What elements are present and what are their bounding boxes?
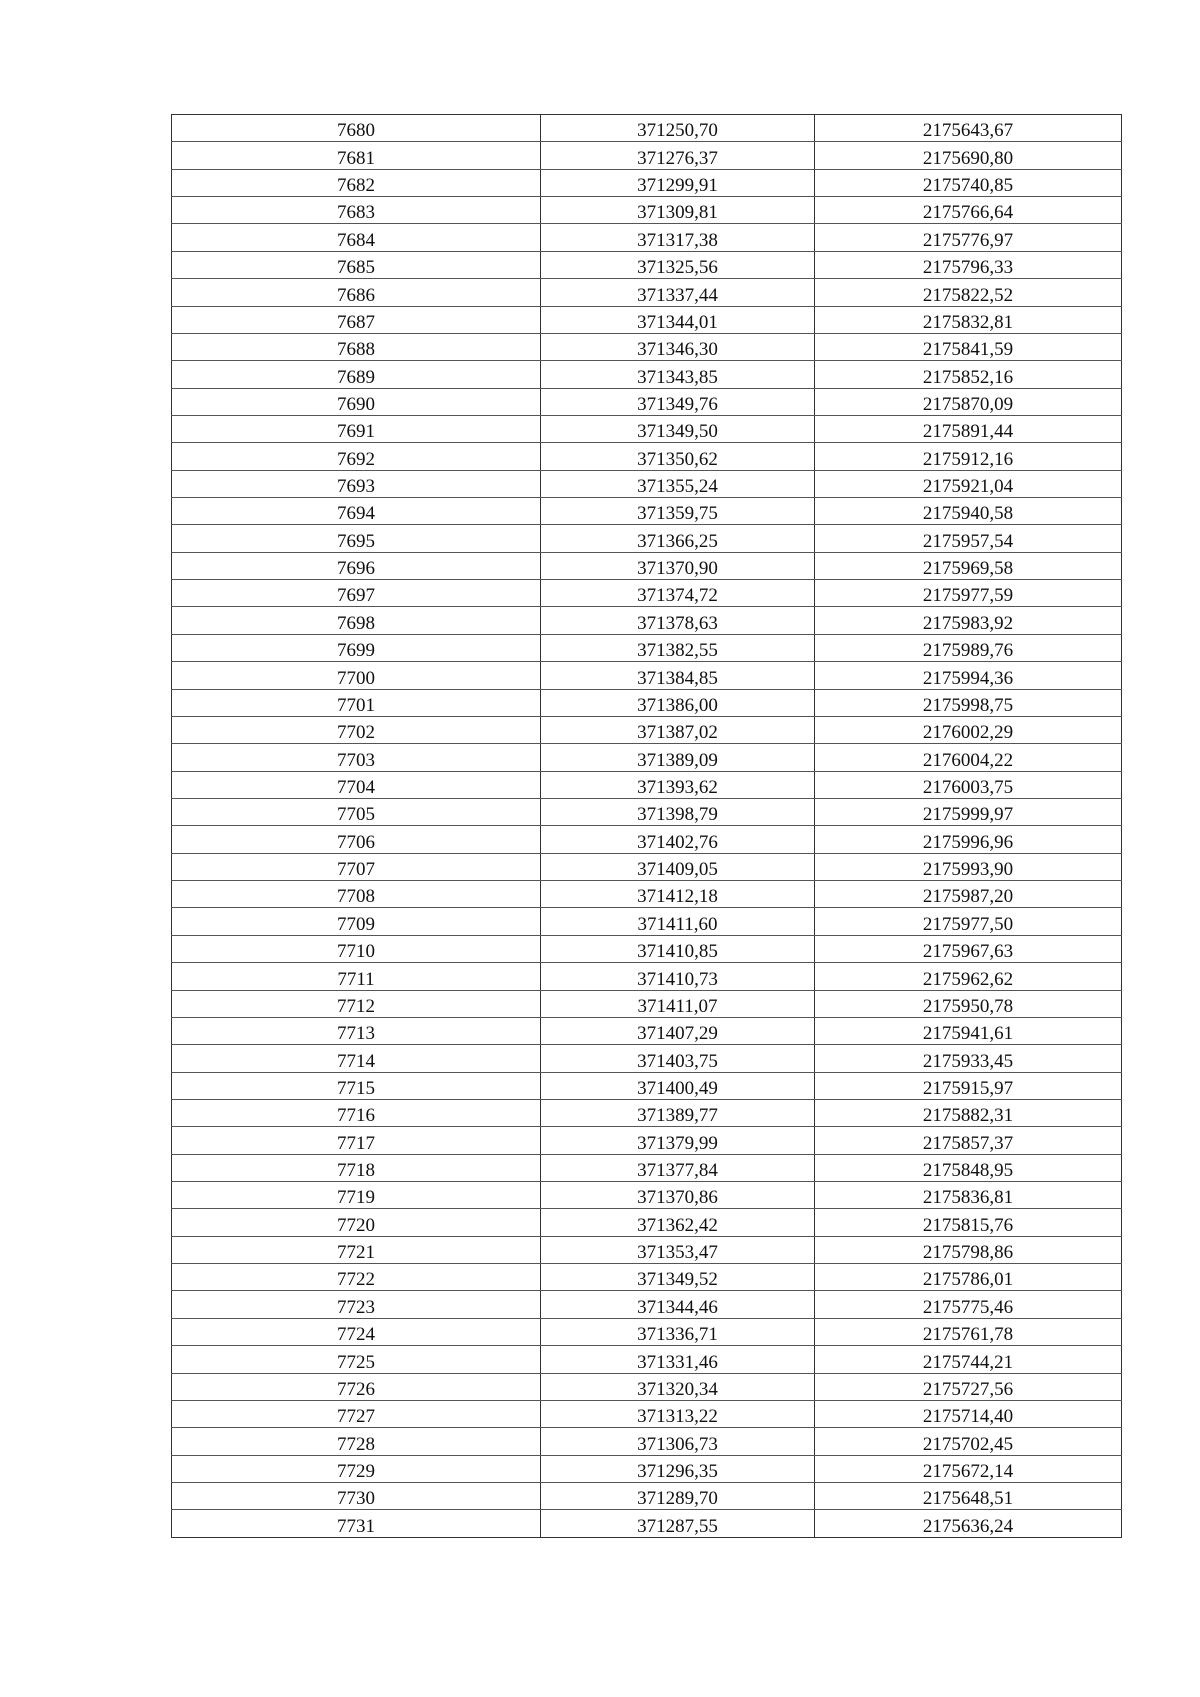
x-coordinate-cell: 371276,37 — [541, 142, 815, 169]
table-row — [172, 1264, 1122, 1291]
table-row — [172, 1209, 1122, 1236]
table-row — [172, 1482, 1122, 1509]
y-coordinate-cell: 2175977,59 — [815, 580, 1122, 607]
table-row — [172, 963, 1122, 990]
point-number-cell: 7724 — [172, 1318, 541, 1345]
y-coordinate-cell: 2175933,45 — [815, 1045, 1122, 1072]
table-row — [172, 1400, 1122, 1427]
x-coordinate-cell: 371389,77 — [541, 1099, 815, 1126]
x-coordinate-cell: 371317,38 — [541, 224, 815, 251]
table-row — [172, 935, 1122, 962]
x-coordinate-cell: 371325,56 — [541, 251, 815, 278]
x-coordinate-cell: 371349,76 — [541, 388, 815, 415]
point-number-cell: 7697 — [172, 580, 541, 607]
table-row — [172, 224, 1122, 251]
table-row — [172, 1236, 1122, 1263]
x-coordinate-cell: 371344,01 — [541, 306, 815, 333]
table-row — [172, 470, 1122, 497]
point-number-cell: 7719 — [172, 1182, 541, 1209]
y-coordinate-cell: 2175690,80 — [815, 142, 1122, 169]
point-number-cell: 7715 — [172, 1072, 541, 1099]
table-row — [172, 771, 1122, 798]
point-number-cell: 7721 — [172, 1236, 541, 1263]
x-coordinate-cell: 371306,73 — [541, 1428, 815, 1455]
point-number-cell: 7727 — [172, 1400, 541, 1427]
point-number-cell: 7701 — [172, 689, 541, 716]
x-coordinate-cell: 371370,90 — [541, 552, 815, 579]
table-row — [172, 1045, 1122, 1072]
point-number-cell: 7702 — [172, 716, 541, 743]
y-coordinate-cell: 2175962,62 — [815, 963, 1122, 990]
point-number-cell: 7687 — [172, 306, 541, 333]
point-number-cell: 7705 — [172, 798, 541, 825]
x-coordinate-cell: 371398,79 — [541, 798, 815, 825]
table-row — [172, 279, 1122, 306]
table-row — [172, 306, 1122, 333]
y-coordinate-cell: 2175744,21 — [815, 1346, 1122, 1373]
x-coordinate-cell: 371411,60 — [541, 908, 815, 935]
y-coordinate-cell: 2175950,78 — [815, 990, 1122, 1017]
y-coordinate-cell: 2176004,22 — [815, 744, 1122, 771]
x-coordinate-cell: 371362,42 — [541, 1209, 815, 1236]
y-coordinate-cell: 2175775,46 — [815, 1291, 1122, 1318]
y-coordinate-cell: 2175848,95 — [815, 1154, 1122, 1181]
x-coordinate-cell: 371403,75 — [541, 1045, 815, 1072]
x-coordinate-cell: 371378,63 — [541, 607, 815, 634]
table-row — [172, 1510, 1122, 1537]
point-number-cell: 7708 — [172, 881, 541, 908]
table-row — [172, 415, 1122, 442]
y-coordinate-cell: 2175999,97 — [815, 798, 1122, 825]
point-number-cell: 7709 — [172, 908, 541, 935]
table-row — [172, 1127, 1122, 1154]
table-row — [172, 197, 1122, 224]
y-coordinate-cell: 2175852,16 — [815, 361, 1122, 388]
y-coordinate-cell: 2175841,59 — [815, 333, 1122, 360]
table-row — [172, 1072, 1122, 1099]
point-number-cell: 7704 — [172, 771, 541, 798]
point-number-cell: 7689 — [172, 361, 541, 388]
table-row — [172, 607, 1122, 634]
point-number-cell: 7731 — [172, 1510, 541, 1537]
x-coordinate-cell: 371400,49 — [541, 1072, 815, 1099]
x-coordinate-cell: 371402,76 — [541, 826, 815, 853]
y-coordinate-cell: 2175822,52 — [815, 279, 1122, 306]
y-coordinate-cell: 2176003,75 — [815, 771, 1122, 798]
point-number-cell: 7688 — [172, 333, 541, 360]
x-coordinate-cell: 371359,75 — [541, 498, 815, 525]
point-number-cell: 7698 — [172, 607, 541, 634]
y-coordinate-cell: 2175648,51 — [815, 1482, 1122, 1509]
x-coordinate-cell: 371411,07 — [541, 990, 815, 1017]
coordinates-table-body — [172, 115, 1122, 1538]
x-coordinate-cell: 371349,50 — [541, 415, 815, 442]
y-coordinate-cell: 2175921,04 — [815, 470, 1122, 497]
x-coordinate-cell: 371384,85 — [541, 662, 815, 689]
x-coordinate-cell: 371374,72 — [541, 580, 815, 607]
table-row — [172, 1017, 1122, 1044]
y-coordinate-cell: 2175969,58 — [815, 552, 1122, 579]
point-number-cell: 7726 — [172, 1373, 541, 1400]
x-coordinate-cell: 371407,29 — [541, 1017, 815, 1044]
x-coordinate-cell: 371346,30 — [541, 333, 815, 360]
x-coordinate-cell: 371289,70 — [541, 1482, 815, 1509]
coordinates-table — [171, 114, 1122, 1538]
x-coordinate-cell: 371410,85 — [541, 935, 815, 962]
x-coordinate-cell: 371353,47 — [541, 1236, 815, 1263]
y-coordinate-cell: 2175727,56 — [815, 1373, 1122, 1400]
table-row — [172, 798, 1122, 825]
x-coordinate-cell: 371309,81 — [541, 197, 815, 224]
point-number-cell: 7690 — [172, 388, 541, 415]
y-coordinate-cell: 2175702,45 — [815, 1428, 1122, 1455]
table-row — [172, 662, 1122, 689]
table-row — [172, 388, 1122, 415]
y-coordinate-cell: 2175740,85 — [815, 169, 1122, 196]
table-row — [172, 1428, 1122, 1455]
table-row — [172, 580, 1122, 607]
point-number-cell: 7703 — [172, 744, 541, 771]
x-coordinate-cell: 371389,09 — [541, 744, 815, 771]
y-coordinate-cell: 2175983,92 — [815, 607, 1122, 634]
point-number-cell: 7730 — [172, 1482, 541, 1509]
point-number-cell: 7717 — [172, 1127, 541, 1154]
point-number-cell: 7714 — [172, 1045, 541, 1072]
table-row — [172, 552, 1122, 579]
table-row — [172, 634, 1122, 661]
x-coordinate-cell: 371410,73 — [541, 963, 815, 990]
point-number-cell: 7695 — [172, 525, 541, 552]
y-coordinate-cell: 2175832,81 — [815, 306, 1122, 333]
y-coordinate-cell: 2175636,24 — [815, 1510, 1122, 1537]
point-number-cell: 7712 — [172, 990, 541, 1017]
point-number-cell: 7686 — [172, 279, 541, 306]
point-number-cell: 7681 — [172, 142, 541, 169]
y-coordinate-cell: 2175882,31 — [815, 1099, 1122, 1126]
y-coordinate-cell: 2175643,67 — [815, 115, 1122, 142]
x-coordinate-cell: 371250,70 — [541, 115, 815, 142]
x-coordinate-cell: 371296,35 — [541, 1455, 815, 1482]
table-row — [172, 1455, 1122, 1482]
table-row — [172, 990, 1122, 1017]
y-coordinate-cell: 2175987,20 — [815, 881, 1122, 908]
point-number-cell: 7691 — [172, 415, 541, 442]
x-coordinate-cell: 371386,00 — [541, 689, 815, 716]
y-coordinate-cell: 2175714,40 — [815, 1400, 1122, 1427]
x-coordinate-cell: 371287,55 — [541, 1510, 815, 1537]
y-coordinate-cell: 2175915,97 — [815, 1072, 1122, 1099]
y-coordinate-cell: 2175891,44 — [815, 415, 1122, 442]
table-row — [172, 525, 1122, 552]
y-coordinate-cell: 2175761,78 — [815, 1318, 1122, 1345]
table-row — [172, 689, 1122, 716]
table-row — [172, 1346, 1122, 1373]
point-number-cell: 7699 — [172, 634, 541, 661]
x-coordinate-cell: 371379,99 — [541, 1127, 815, 1154]
x-coordinate-cell: 371331,46 — [541, 1346, 815, 1373]
y-coordinate-cell: 2175857,37 — [815, 1127, 1122, 1154]
table-row — [172, 716, 1122, 743]
x-coordinate-cell: 371382,55 — [541, 634, 815, 661]
table-row — [172, 333, 1122, 360]
point-number-cell: 7707 — [172, 853, 541, 880]
x-coordinate-cell: 371343,85 — [541, 361, 815, 388]
x-coordinate-cell: 371409,05 — [541, 853, 815, 880]
table-row — [172, 908, 1122, 935]
point-number-cell: 7684 — [172, 224, 541, 251]
table-row — [172, 1154, 1122, 1181]
y-coordinate-cell: 2175998,75 — [815, 689, 1122, 716]
table-row — [172, 115, 1122, 142]
y-coordinate-cell: 2175940,58 — [815, 498, 1122, 525]
table-row — [172, 142, 1122, 169]
point-number-cell: 7711 — [172, 963, 541, 990]
table-row — [172, 443, 1122, 470]
x-coordinate-cell: 371377,84 — [541, 1154, 815, 1181]
table-row — [172, 1318, 1122, 1345]
x-coordinate-cell: 371313,22 — [541, 1400, 815, 1427]
point-number-cell: 7710 — [172, 935, 541, 962]
y-coordinate-cell: 2175957,54 — [815, 525, 1122, 552]
table-row — [172, 169, 1122, 196]
table-row — [172, 826, 1122, 853]
x-coordinate-cell: 371350,62 — [541, 443, 815, 470]
point-number-cell: 7723 — [172, 1291, 541, 1318]
point-number-cell: 7696 — [172, 552, 541, 579]
y-coordinate-cell: 2175977,50 — [815, 908, 1122, 935]
point-number-cell: 7692 — [172, 443, 541, 470]
point-number-cell: 7713 — [172, 1017, 541, 1044]
y-coordinate-cell: 2175672,14 — [815, 1455, 1122, 1482]
x-coordinate-cell: 371366,25 — [541, 525, 815, 552]
y-coordinate-cell: 2175766,64 — [815, 197, 1122, 224]
point-number-cell: 7725 — [172, 1346, 541, 1373]
x-coordinate-cell: 371336,71 — [541, 1318, 815, 1345]
x-coordinate-cell: 371387,02 — [541, 716, 815, 743]
point-number-cell: 7728 — [172, 1428, 541, 1455]
y-coordinate-cell: 2175993,90 — [815, 853, 1122, 880]
table-row — [172, 1099, 1122, 1126]
table-row — [172, 498, 1122, 525]
y-coordinate-cell: 2175941,61 — [815, 1017, 1122, 1044]
point-number-cell: 7716 — [172, 1099, 541, 1126]
y-coordinate-cell: 2175967,63 — [815, 935, 1122, 962]
y-coordinate-cell: 2175836,81 — [815, 1182, 1122, 1209]
x-coordinate-cell: 371299,91 — [541, 169, 815, 196]
x-coordinate-cell: 371349,52 — [541, 1264, 815, 1291]
x-coordinate-cell: 371337,44 — [541, 279, 815, 306]
y-coordinate-cell: 2175776,97 — [815, 224, 1122, 251]
table-row — [172, 251, 1122, 278]
table-row — [172, 1182, 1122, 1209]
x-coordinate-cell: 371412,18 — [541, 881, 815, 908]
point-number-cell: 7706 — [172, 826, 541, 853]
point-number-cell: 7680 — [172, 115, 541, 142]
table-row — [172, 1291, 1122, 1318]
point-number-cell: 7722 — [172, 1264, 541, 1291]
table-row — [172, 1373, 1122, 1400]
x-coordinate-cell: 371370,86 — [541, 1182, 815, 1209]
point-number-cell: 7683 — [172, 197, 541, 224]
point-number-cell: 7694 — [172, 498, 541, 525]
y-coordinate-cell: 2175989,76 — [815, 634, 1122, 661]
point-number-cell: 7682 — [172, 169, 541, 196]
y-coordinate-cell: 2175798,86 — [815, 1236, 1122, 1263]
table-row — [172, 853, 1122, 880]
y-coordinate-cell: 2175815,76 — [815, 1209, 1122, 1236]
table-row — [172, 361, 1122, 388]
x-coordinate-cell: 371355,24 — [541, 470, 815, 497]
point-number-cell: 7693 — [172, 470, 541, 497]
point-number-cell: 7685 — [172, 251, 541, 278]
x-coordinate-cell: 371393,62 — [541, 771, 815, 798]
y-coordinate-cell: 2175870,09 — [815, 388, 1122, 415]
y-coordinate-cell: 2175996,96 — [815, 826, 1122, 853]
y-coordinate-cell: 2175912,16 — [815, 443, 1122, 470]
y-coordinate-cell: 2175796,33 — [815, 251, 1122, 278]
table-row — [172, 881, 1122, 908]
y-coordinate-cell: 2176002,29 — [815, 716, 1122, 743]
y-coordinate-cell: 2175994,36 — [815, 662, 1122, 689]
y-coordinate-cell: 2175786,01 — [815, 1264, 1122, 1291]
x-coordinate-cell: 371344,46 — [541, 1291, 815, 1318]
point-number-cell: 7718 — [172, 1154, 541, 1181]
point-number-cell: 7700 — [172, 662, 541, 689]
point-number-cell: 7729 — [172, 1455, 541, 1482]
point-number-cell: 7720 — [172, 1209, 541, 1236]
x-coordinate-cell: 371320,34 — [541, 1373, 815, 1400]
table-row — [172, 744, 1122, 771]
